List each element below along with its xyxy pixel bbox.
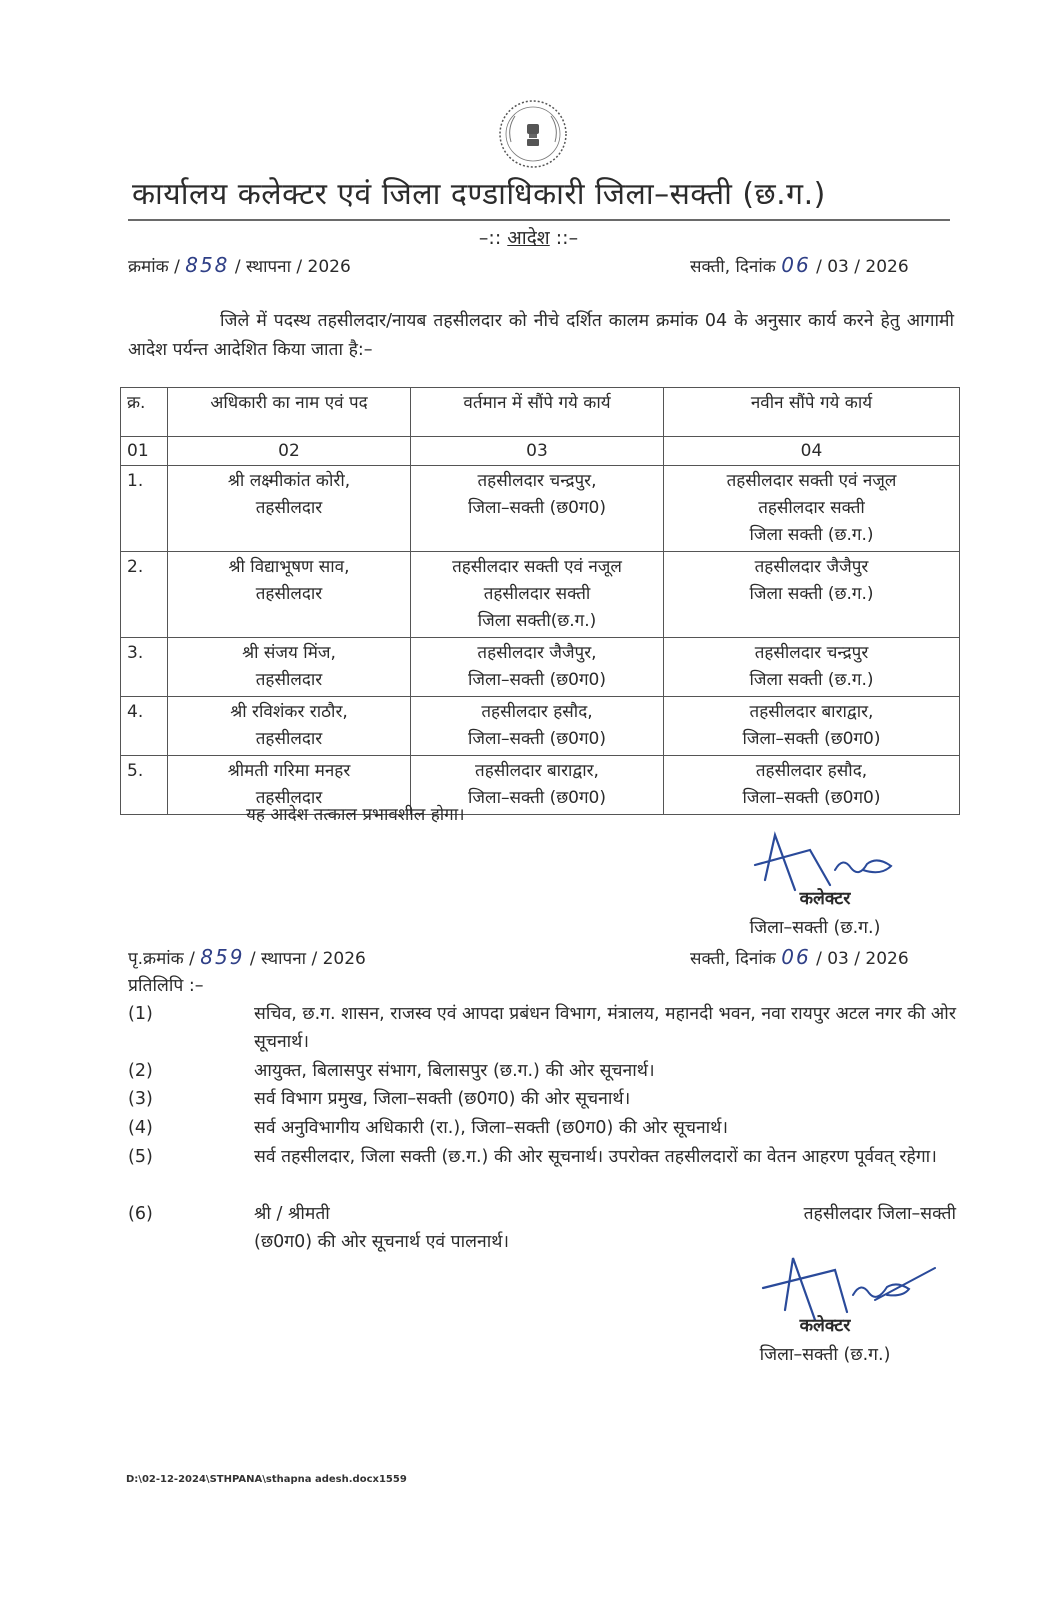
date-month-year: / 03 / 2026 — [816, 257, 909, 277]
date-month-year: / 03 / 2026 — [816, 949, 909, 969]
new-assignment-cell-line: तहसीलदार सक्ती — [758, 498, 865, 518]
new-assignment-cell-line: तहसीलदार बाराद्वार, — [749, 702, 874, 722]
endorsement-number-handwritten: 859 — [200, 945, 245, 969]
copy-to-number: (6) — [128, 1204, 153, 1224]
current-assignment-cell-line: जिला–सक्ती (छ0ग0) — [468, 498, 606, 518]
copy-to-text-right: तहसीलदार जिला–सक्ती — [803, 1204, 956, 1224]
officer-name-cell-line: श्री विद्याभूषण साव, — [228, 557, 350, 577]
column-number: 02 — [168, 437, 411, 466]
new-assignment-cell-line: जिला सक्ती (छ.ग.) — [749, 584, 874, 604]
place-date-label: सक्ती, दिनांक — [690, 949, 776, 969]
new-assignment-cell — [664, 697, 960, 756]
copy-to-label: प्रतिलिपि :– — [128, 976, 204, 996]
copy-to-number: (3) — [128, 1089, 153, 1109]
order-heading-prefix: –:: — [478, 227, 502, 249]
current-assignment-cell — [411, 466, 664, 552]
ref-number-handwritten: 858 — [185, 253, 230, 277]
copy-to-item — [128, 1057, 956, 1085]
new-assignment-cell-line: जिला–सक्ती (छ0ग0) — [742, 729, 881, 749]
officer-name-cell — [168, 638, 411, 697]
copy-to-text-left: श्री / श्रीमती — [254, 1204, 330, 1224]
table-row — [121, 466, 960, 552]
table-row — [121, 638, 960, 697]
copy-to-number: (2) — [128, 1061, 153, 1081]
copy-to-text — [254, 1200, 956, 1256]
signatory-district: जिला–सक्ती (छ.ग.) — [749, 918, 881, 938]
new-assignment-cell — [664, 638, 960, 697]
new-assignment-cell — [664, 756, 960, 815]
officer-name-cell-line: तहसीलदार — [255, 729, 323, 749]
order-heading-suffix: ::– — [555, 227, 579, 249]
officer-name-cell-line: तहसीलदार — [255, 788, 323, 808]
ref-prefix: क्रमांक / — [128, 257, 180, 277]
column-number: 01 — [121, 437, 168, 466]
copy-to-item — [128, 1200, 956, 1256]
officer-name-cell — [168, 466, 411, 552]
intro-text: जिले में पदस्थ तहसीलदार/नायब तहसीलदार को नीचे दर्शित कालम क्रमांक 04 के अनुसार कार्य करने हेतु आगामी आदेश पर्यन्त आदेशित किया जाता है:– — [128, 311, 954, 360]
order-reference-number — [128, 253, 351, 277]
copy-to-text: सचिव, छ.ग. शासन, राजस्व एवं आपदा प्रबंधन विभाग, मंत्रालय, महानदी भवन, नवा रायपुर अटल नगर की ओर सूचनार्थ। — [254, 1004, 956, 1052]
endorsement-place-date — [690, 945, 909, 969]
serial-number: 5. — [121, 756, 168, 815]
current-assignment-cell — [411, 638, 664, 697]
current-assignment-cell-line: जिला सक्ती(छ.ग.) — [477, 611, 597, 631]
signatory-designation: कलेक्टर — [799, 889, 851, 909]
date-day-handwritten: 06 — [781, 945, 811, 969]
current-assignment-cell-line: तहसीलदार जैजैपुर, — [477, 643, 597, 663]
signatory-designation: कलेक्टर — [799, 1316, 851, 1336]
officer-name-cell-line: तहसीलदार — [255, 584, 323, 604]
current-assignment-cell-line: जिला–सक्ती (छ0ग0) — [468, 670, 606, 690]
header-officer: अधिकारी का नाम एवं पद — [168, 388, 411, 437]
place-date-label: सक्ती, दिनांक — [690, 257, 776, 277]
copy-to-text: सर्व विभाग प्रमुख, जिला–सक्ती (छ0ग0) की ओर सूचनार्थ। — [254, 1089, 631, 1109]
table-row — [121, 552, 960, 638]
title-divider — [128, 219, 950, 221]
current-assignment-cell-line: जिला–सक्ती (छ0ग0) — [468, 729, 606, 749]
copy-to-text: सर्व तहसीलदार, जिला सक्ती (छ.ग.) की ओर सूचनार्थ। उपरोक्त तहसीलदारों का वेतन आहरण पूर्ववत् रहेगा। — [254, 1147, 937, 1167]
new-assignment-cell-line: तहसीलदार चन्द्रपुर — [754, 643, 869, 663]
copy-to-number: (4) — [128, 1118, 153, 1138]
copy-to-item — [128, 1143, 956, 1199]
new-assignment-cell-line: जिला सक्ती (छ.ग.) — [749, 670, 874, 690]
current-assignment-cell-line: तहसीलदार चन्द्रपुर, — [477, 471, 597, 491]
endorsement-prefix: पृ.क्रमांक / — [128, 949, 195, 969]
copy-to-item — [128, 1114, 956, 1142]
copy-to-number: (1) — [128, 1004, 153, 1024]
officer-name-cell-line: तहसीलदार — [255, 498, 323, 518]
column-number-row — [121, 437, 960, 466]
order-heading — [0, 224, 1057, 250]
new-assignment-cell — [664, 466, 960, 552]
new-assignment-cell-line: तहसीलदार हसौद, — [755, 761, 868, 781]
copy-to-item — [128, 1085, 956, 1113]
signatory-district: जिला–सक्ती (छ.ग.) — [759, 1345, 891, 1365]
new-assignment-cell-line: तहसीलदार सक्ती एवं नजूल — [726, 471, 897, 491]
officer-name-cell-line: श्री रविशंकर राठौर, — [230, 702, 348, 722]
officer-name-cell — [168, 552, 411, 638]
state-emblem-seal — [497, 98, 569, 170]
header-new-assignment: नवीन सौंपे गये कार्य — [664, 388, 960, 437]
copy-to-item — [128, 1000, 956, 1056]
copy-to-number: (5) — [128, 1147, 153, 1167]
effect-note: यह आदेश तत्काल प्रभावशील होगा। — [246, 805, 465, 825]
copy-to-text: सर्व अनुविभागीय अधिकारी (रा.), जिला–सक्ती (छ0ग0) की ओर सूचनार्थ। — [254, 1118, 729, 1138]
current-assignment-cell — [411, 697, 664, 756]
current-assignment-cell-line: जिला–सक्ती (छ0ग0) — [468, 788, 606, 808]
endorsement-suffix: / स्थापना / 2026 — [249, 949, 366, 969]
current-assignment-cell — [411, 552, 664, 638]
column-number: 03 — [411, 437, 664, 466]
officer-name-cell-line: श्रीमती गरिमा मनहर — [227, 761, 351, 781]
endorsement-reference-number — [128, 945, 366, 969]
order-heading-label: आदेश — [507, 227, 550, 249]
office-title: कार्यालय कलेक्टर एवं जिला दण्डाधिकारी जिला–सक्ती (छ.ग.) — [132, 177, 826, 212]
copy-to-text: आयुक्त, बिलासपुर संभाग, बिलासपुर (छ.ग.) की ओर सूचनार्थ। — [254, 1061, 655, 1081]
officer-name-cell — [168, 697, 411, 756]
new-assignment-cell-line: तहसीलदार जैजैपुर — [754, 557, 869, 577]
current-assignment-cell-line: तहसीलदार हसौद, — [481, 702, 593, 722]
new-assignment-cell — [664, 552, 960, 638]
serial-number: 3. — [121, 638, 168, 697]
serial-number: 4. — [121, 697, 168, 756]
date-day-handwritten: 06 — [781, 253, 811, 277]
officer-name-cell-line: श्री लक्ष्मीकांत कोरी, — [227, 471, 351, 491]
current-assignment-cell-line: तहसीलदार बाराद्वार, — [475, 761, 599, 781]
officer-name-cell-line: तहसीलदार — [255, 670, 323, 690]
officer-name-cell-line: श्री संजय मिंज, — [242, 643, 336, 663]
current-assignment-cell-line: तहसीलदार सक्ती एवं नजूल — [452, 557, 622, 577]
new-assignment-cell-line: जिला–सक्ती (छ0ग0) — [742, 788, 881, 808]
column-number: 04 — [664, 437, 960, 466]
table-row — [121, 697, 960, 756]
intro-paragraph — [128, 307, 954, 365]
header-current-assignment: वर्तमान में सौंपे गये कार्य — [411, 388, 664, 437]
header-serial: क्र. — [121, 388, 168, 437]
serial-number: 2. — [121, 552, 168, 638]
transfer-order-table — [120, 387, 960, 815]
serial-number: 1. — [121, 466, 168, 552]
new-assignment-cell-line: जिला सक्ती (छ.ग.) — [749, 525, 874, 545]
current-assignment-cell-line: तहसीलदार सक्ती — [483, 584, 591, 604]
file-path-footer: D:\02-12-2024\STHPANA\sthapna adesh.docx1559 — [126, 1474, 407, 1485]
ref-suffix: / स्थापना / 2026 — [234, 257, 351, 277]
copy-to-text-line2: (छ0ग0) की ओर सूचनार्थ एवं पालनार्थ। — [254, 1232, 510, 1252]
table-header-row — [121, 388, 960, 437]
order-place-date — [690, 253, 909, 277]
